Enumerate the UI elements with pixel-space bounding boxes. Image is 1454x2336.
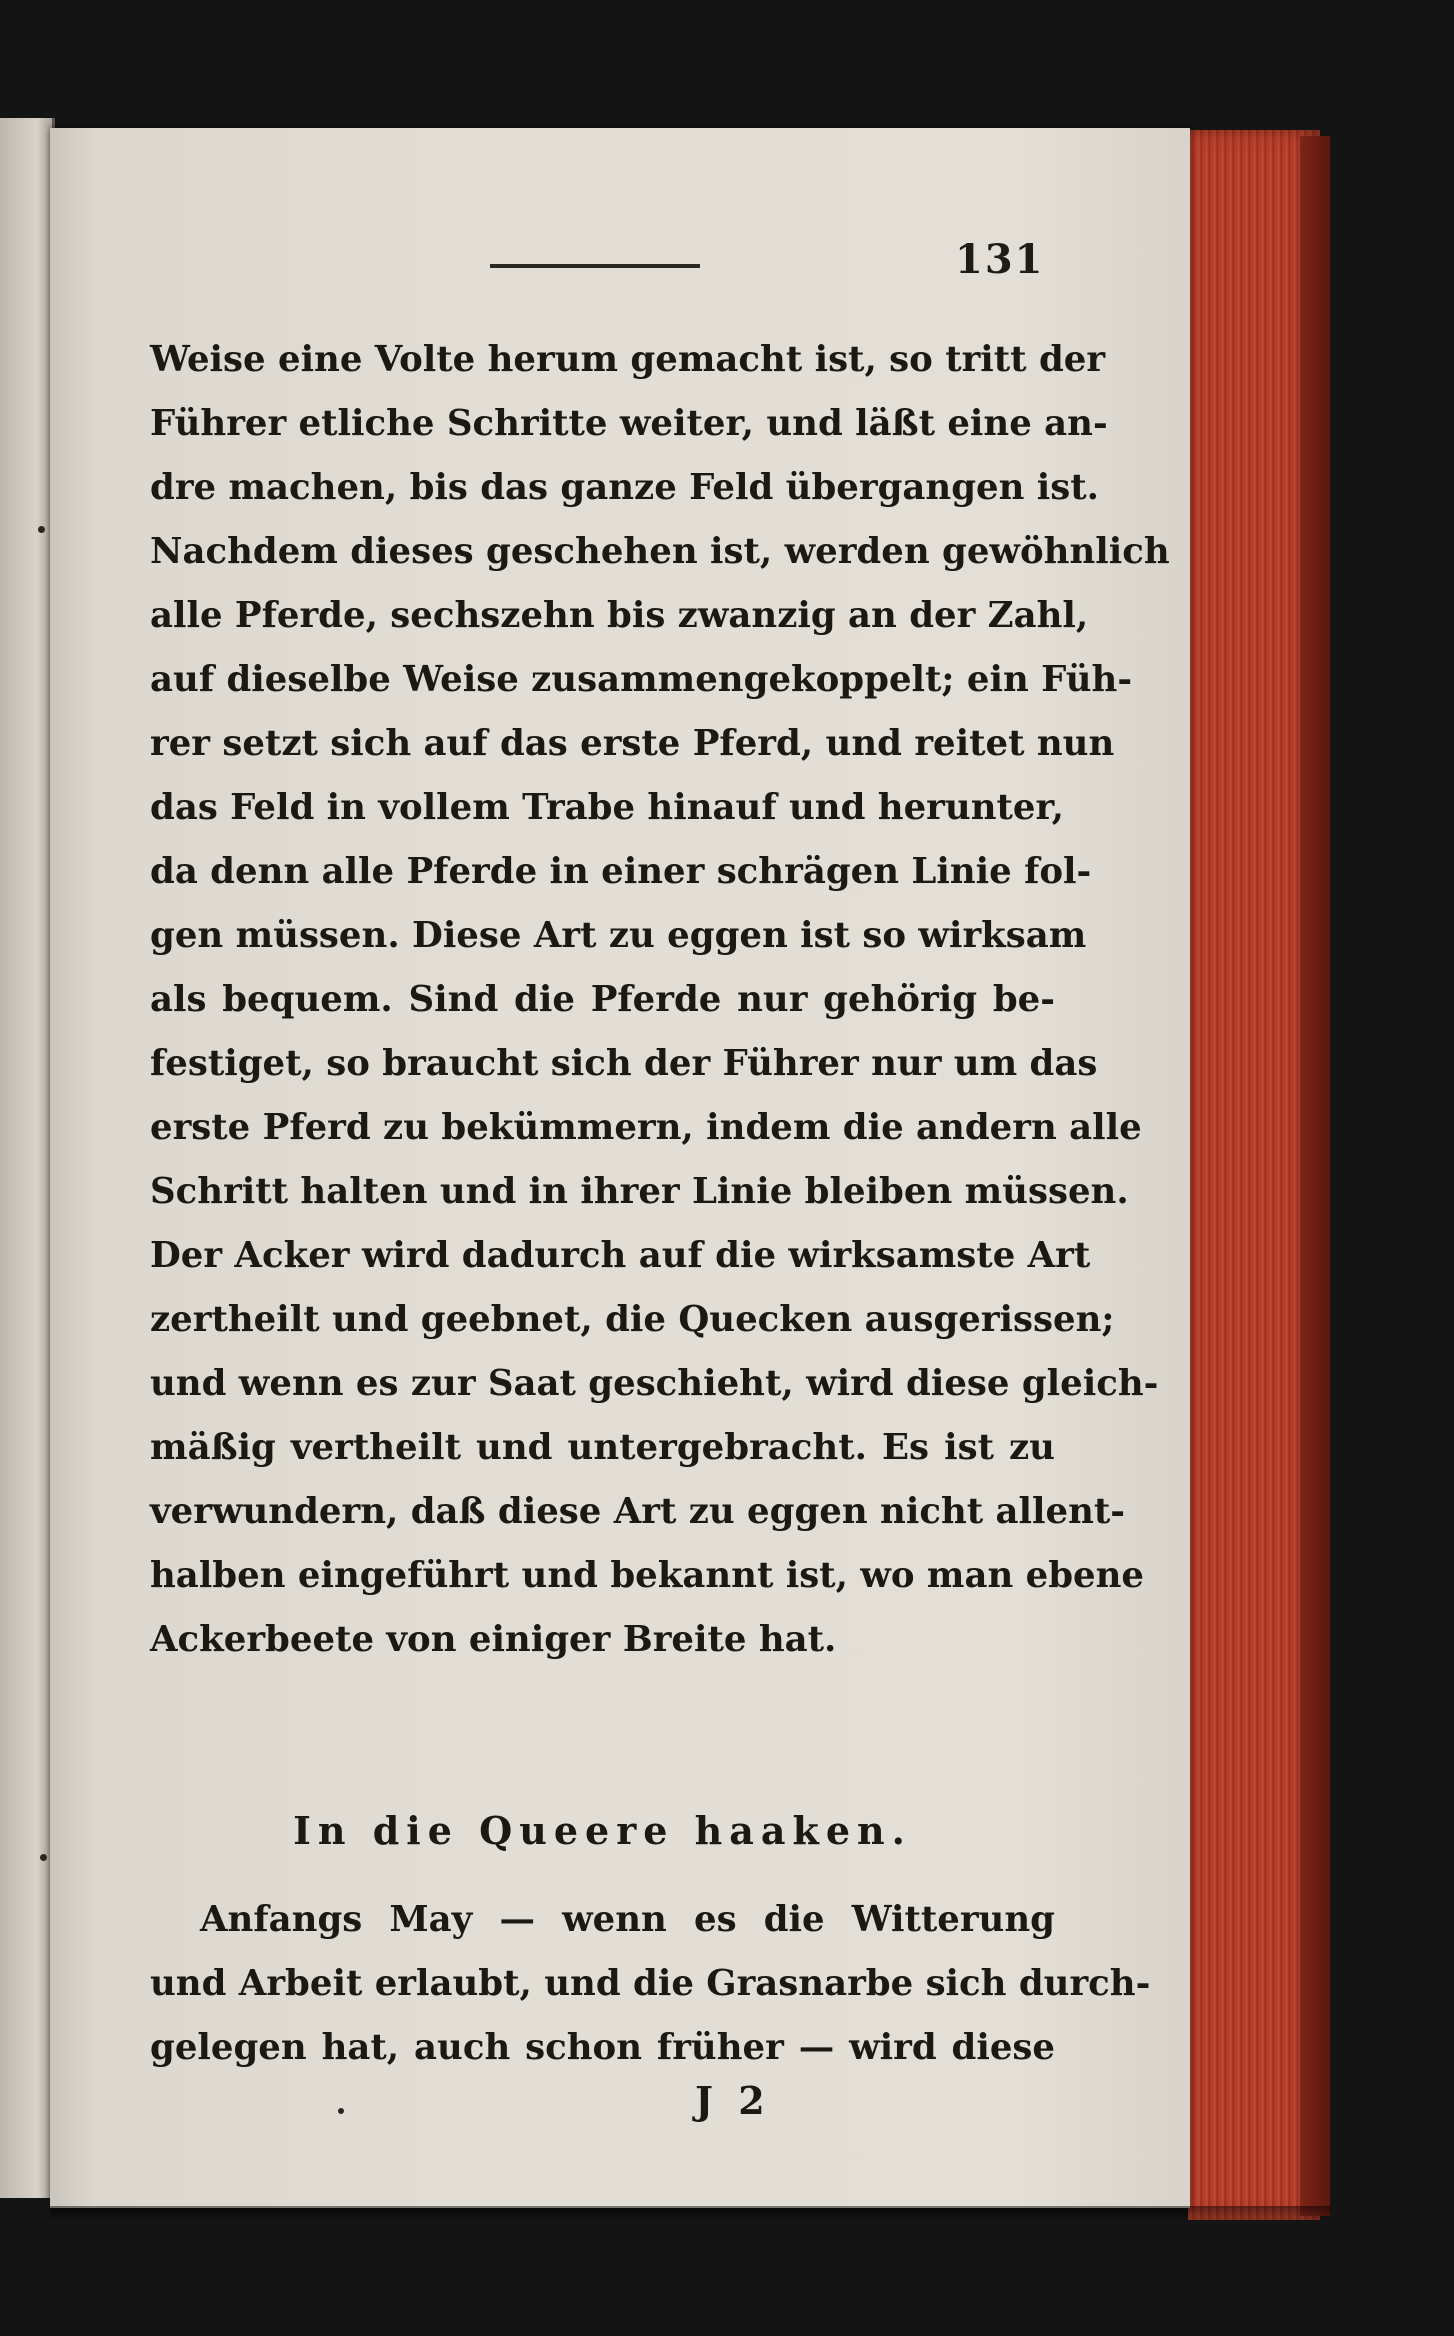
- text-line: Anfangs May — wenn es die Witterung: [200, 1899, 1055, 1940]
- text-line: Führer etliche Schritte weiter, und läßt eine an-: [150, 403, 1108, 444]
- text-line: zertheilt und geebnet, die Quecken ausgerissen;: [150, 1299, 1115, 1340]
- text-line: festiget, so braucht sich der Führer nur um das: [150, 1043, 1098, 1084]
- book-page: [50, 128, 1190, 2208]
- left-page-edge: [0, 118, 55, 2198]
- signature-mark: J 2: [695, 2078, 771, 2123]
- paragraph-2: [150, 1888, 1151, 2080]
- text-line: da denn alle Pferde in einer schrägen Linie fol-: [150, 851, 1092, 892]
- text-line: das Feld in vollem Trabe hinauf und herunter,: [150, 787, 1064, 828]
- book-cover-edge: [1300, 136, 1330, 2216]
- text-line: erste Pferd zu bekümmern, indem die andern alle: [150, 1107, 1142, 1148]
- header-rule: [490, 264, 700, 268]
- section-heading: In die Queere haaken.: [293, 1808, 912, 1853]
- ink-speck: [38, 526, 45, 533]
- text-line: Der Acker wird dadurch auf die wirksamste Art: [150, 1235, 1091, 1276]
- page-bottom-shadow: [50, 2206, 1330, 2222]
- text-line: Ackerbeete von einiger Breite hat.: [150, 1619, 837, 1660]
- text-line: Nachdem dieses geschehen ist, werden gewöhnlich: [150, 531, 1170, 572]
- text-line: verwundern, daß diese Art zu eggen nicht allent-: [150, 1491, 1126, 1532]
- text-line: als bequem. Sind die Pferde nur gehörig be-: [150, 979, 1055, 1020]
- text-line: gelegen hat, auch schon früher — wird diese: [150, 2027, 1055, 2068]
- text-line: alle Pferde, sechszehn bis zwanzig an der Zahl,: [150, 595, 1089, 636]
- text-line: gen müssen. Diese Art zu eggen ist so wirksam: [150, 915, 1087, 956]
- text-line: Weise eine Volte herum gemacht ist, so tritt der: [150, 339, 1106, 380]
- text-line: auf dieselbe Weise zusammengekoppelt; ein Füh-: [150, 659, 1133, 700]
- text-line: rer setzt sich auf das erste Pferd, und reitet nun: [150, 723, 1115, 764]
- page-number: 131: [955, 236, 1045, 283]
- paragraph-1: [150, 328, 1170, 1672]
- ink-speck: [40, 1854, 47, 1861]
- text-line: und wenn es zur Saat geschieht, wird diese gleich-: [150, 1363, 1159, 1404]
- ink-speck: [338, 2108, 344, 2114]
- text-line: und Arbeit erlaubt, und die Grasnarbe sich durch-: [150, 1963, 1151, 2004]
- text-line: mäßig vertheilt und untergebracht. Es ist zu: [150, 1427, 1055, 1468]
- text-line: halben eingeführt und bekannt ist, wo man ebene: [150, 1555, 1145, 1596]
- text-line: Schritt halten und in ihrer Linie bleiben müssen.: [150, 1171, 1129, 1212]
- text-line: dre machen, bis das ganze Feld übergangen ist.: [150, 467, 1100, 508]
